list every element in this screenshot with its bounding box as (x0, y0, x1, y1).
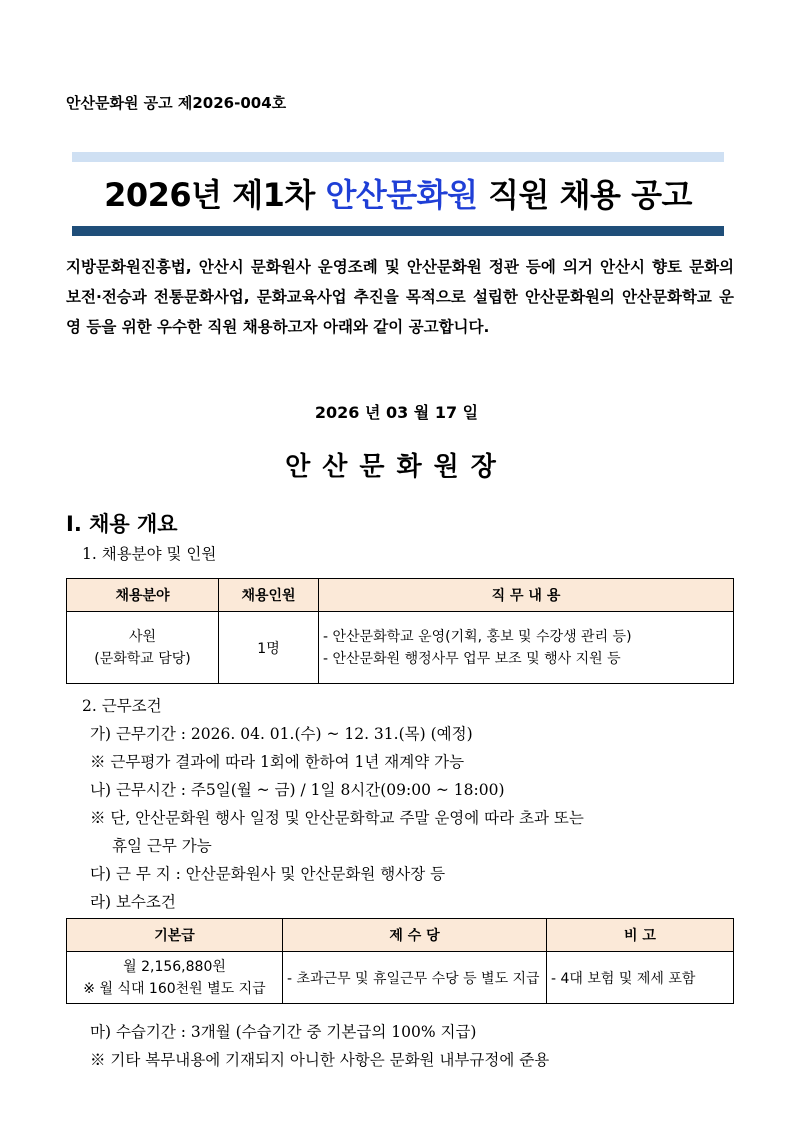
note-cell: - 4대 보험 및 제세 포함 (547, 952, 734, 1004)
condition-etc-note: ※ 기타 복무내용에 기재되지 아니한 사항은 문화원 내부규정에 준용 (90, 1051, 550, 1069)
title-highlight: 안산문화원 (325, 176, 478, 214)
title-part2: 직원 채용 공고 (477, 176, 692, 214)
field-line2: (문화학교 담당) (94, 650, 191, 667)
title-bottom-bar (72, 226, 724, 236)
recruitment-table (66, 578, 734, 684)
title-part1: 2026년 제1차 (104, 176, 326, 214)
condition-hours-note-cont: 휴일 근무 가능 (112, 837, 212, 855)
duty-line1: - 안산문화학교 운영(기획, 홍보 및 수강생 관리 등) (323, 628, 632, 645)
salary-line2: ※ 월 식대 160천원 별도 지급 (83, 980, 266, 997)
condition-period: 가) 근무기간 : 2026. 04. 01.(수) ~ 12. 31.(목) (예정) (90, 725, 473, 743)
table-row (67, 612, 734, 684)
field-line1: 사원 (128, 628, 157, 645)
field-cell (67, 612, 219, 684)
header-duty: 직 무 내 용 (319, 579, 734, 612)
condition-pay: 라) 보수조건 (90, 893, 176, 911)
condition-location: 다) 근 무 지 : 안산문화원사 및 안산문화원 행사장 등 (90, 865, 446, 883)
pay-table (66, 918, 734, 1004)
table-header-row (67, 919, 734, 952)
count-cell: 1명 (219, 612, 319, 684)
subsection-recruitment: 1. 채용분야 및 인원 (82, 545, 217, 563)
title-top-bar (72, 152, 724, 162)
table-header-row (67, 579, 734, 612)
allowance-cell: - 초과근무 및 휴일근무 수당 등 별도 지급 (283, 952, 547, 1004)
header-count: 채용인원 (219, 579, 319, 612)
section-title: Ⅰ. 채용 개요 (66, 512, 178, 536)
salary-cell (67, 952, 283, 1004)
condition-hours-note: ※ 단, 안산문화원 행사 일정 및 안산문화학교 주말 운영에 따라 초과 또는 (90, 809, 584, 827)
salary-line1: 월 2,156,880원 (123, 958, 226, 975)
issuer-name: 안산문화원장 (285, 452, 508, 482)
page-title (72, 170, 724, 216)
condition-probation: 마) 수습기간 : 3개월 (수습기간 중 기본급의 100% 지급) (90, 1023, 477, 1041)
header-salary: 기본급 (67, 919, 283, 952)
notice-number: 안산문화원 공고 제2026-004호 (66, 94, 287, 112)
header-note: 비 고 (547, 919, 734, 952)
notice-date: 2026 년 03 월 17 일 (314, 403, 479, 422)
header-field: 채용분야 (67, 579, 219, 612)
subsection-conditions: 2. 근무조건 (82, 697, 162, 715)
condition-period-note: ※ 근무평가 결과에 따라 1회에 한하여 1년 재계약 가능 (90, 753, 465, 771)
duty-line2: - 안산문화원 행정사무 업무 보조 및 행사 지원 등 (323, 650, 621, 667)
table-row (67, 952, 734, 1004)
duty-cell (319, 612, 734, 684)
header-allowance: 제 수 당 (283, 919, 547, 952)
condition-hours: 나) 근무시간 : 주5일(월 ~ 금) / 1일 8시간(09:00 ~ 18:00) (90, 781, 505, 799)
intro-paragraph: 지방문화원진흥법, 안산시 문화원사 운영조례 및 안산문화원 정관 등에 의거 안산시 향토 문화의 보전·전승과 전통문화사업, 문화교육사업 추진을 목적으로 설립한 안산문화원의 안산문화학교 운영 등을 위한 우수한 직원 채용하고자 아래와 같이 공고합니다. (66, 258, 734, 336)
